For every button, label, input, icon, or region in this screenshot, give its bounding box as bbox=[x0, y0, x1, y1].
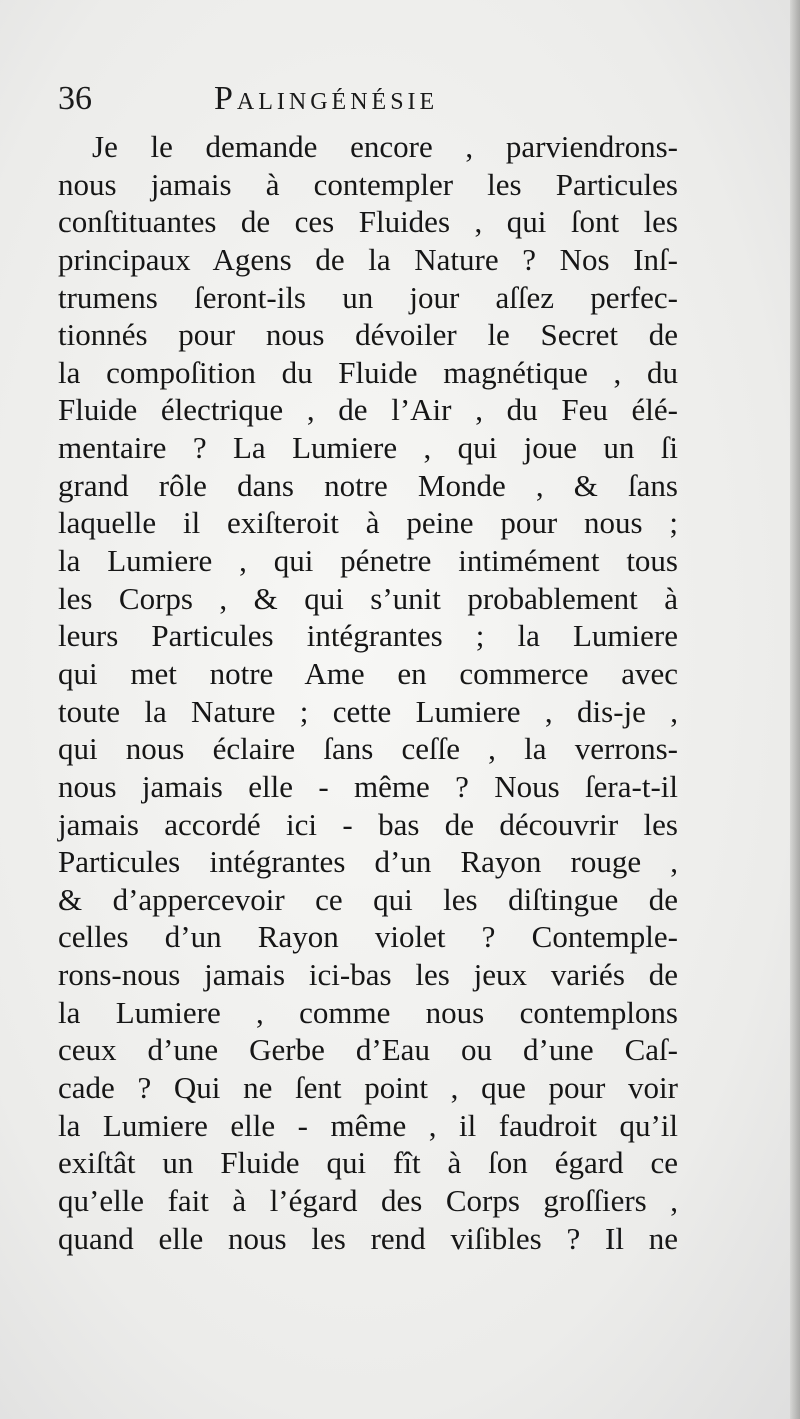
text-line: nous jamais elle - même ? Nous ſera-t-il bbox=[58, 768, 678, 804]
text-line: rons-nous jamais ici-bas les jeux variés de bbox=[58, 957, 678, 993]
text-line: leurs Particules intégrantes ; la Lumiere bbox=[58, 618, 678, 654]
text-line: principaux Agens de la Nature ? Nos Inſ- bbox=[58, 241, 678, 277]
text-line: quand elle nous les rend viſibles ? Il ne bbox=[58, 1220, 678, 1256]
page-header bbox=[58, 76, 678, 122]
text-line: grand rôle dans notre Monde , & ſans bbox=[58, 467, 678, 503]
text-line: mentaire ? La Lumiere , qui joue un ſi bbox=[58, 430, 678, 466]
text-line: cade ? Qui ne ſent point , que pour voir bbox=[58, 1070, 678, 1106]
text-line: laquelle il exiſteroit à peine pour nous ; bbox=[58, 505, 678, 541]
text-line: la Lumiere , qui pénetre intimément tous bbox=[58, 543, 678, 579]
text-line: nous jamais à contempler les Particules bbox=[58, 166, 678, 202]
running-title: Palingénésie bbox=[214, 80, 439, 117]
text-line: celles d’un Rayon violet ? Contemple- bbox=[58, 919, 678, 955]
text-line: qu’elle fait à l’égard des Corps groſſiers , bbox=[58, 1182, 678, 1218]
text-line: & d’appercevoir ce qui les diſtingue de bbox=[58, 881, 678, 917]
text-line: Fluide électrique , de l’Air , du Feu élé- bbox=[58, 392, 678, 428]
body-text bbox=[58, 128, 678, 1257]
text-line: la Lumiere elle - même , il faudroit qu’il bbox=[58, 1107, 678, 1143]
page-number: 36 bbox=[58, 80, 92, 117]
text-line: qui nous éclaire ſans ceſſe , la verrons- bbox=[58, 731, 678, 767]
text-line: les Corps , & qui s’unit probablement à bbox=[58, 580, 678, 616]
text-line: jamais accordé ici - bas de découvrir les bbox=[58, 806, 678, 842]
text-line: la Lumiere , comme nous contemplons bbox=[58, 994, 678, 1030]
text-line: toute la Nature ; cette Lumiere , dis-je , bbox=[58, 693, 678, 729]
text-line: tionnés pour nous dévoiler le Secret de bbox=[58, 317, 678, 353]
text-line: Particules intégrantes d’un Rayon rouge , bbox=[58, 844, 678, 880]
text-line: Je le demande encore , parviendrons- bbox=[92, 129, 678, 164]
text-line: qui met notre Ame en commerce avec bbox=[58, 655, 678, 691]
text-line: conſtituantes de ces Fluides , qui ſont les bbox=[58, 204, 678, 240]
text-line: la compoſition du Fluide magnétique , du bbox=[58, 354, 678, 390]
page-edge-shadow bbox=[790, 0, 800, 1419]
text-line: trumens ſeront-ils un jour aſſez perfec- bbox=[58, 279, 678, 315]
text-line: exiſtât un Fluide qui fît à ſon égard ce bbox=[58, 1145, 678, 1181]
text-line: ceux d’une Gerbe d’Eau ou d’une Caſ- bbox=[58, 1032, 678, 1068]
